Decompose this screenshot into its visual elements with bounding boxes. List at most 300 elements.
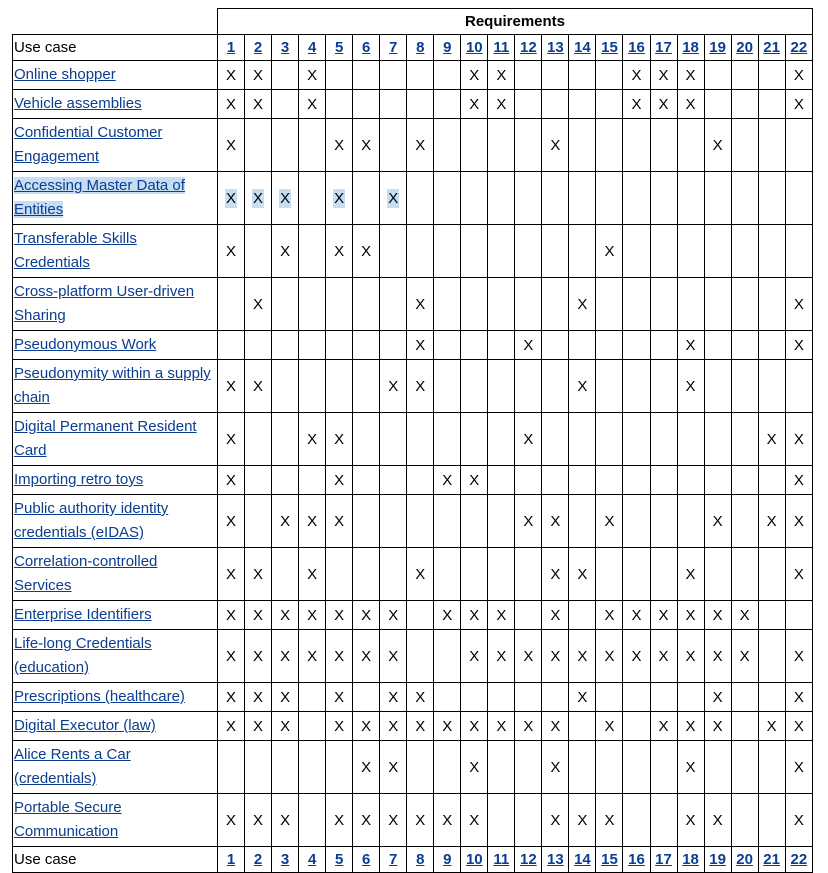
requirement-mark: X [334,688,345,706]
requirement-mark: X [523,717,534,735]
requirement-link-7[interactable]: 7 [389,39,398,56]
use-case-link[interactable]: Alice Rents a Car (credentials) [14,746,131,787]
requirement-cell-18 [677,331,704,360]
requirement-cell-22 [785,172,812,225]
requirement-mark: X [253,606,264,624]
requirement-cell-20 [731,712,758,741]
requirement-cell-7 [380,683,407,712]
requirements-table [12,8,813,873]
requirement-cell-1 [218,278,245,331]
requirement-cell-9 [434,794,461,847]
requirement-cell-10 [461,548,488,601]
requirement-mark: X [766,717,777,735]
requirement-cell-12 [515,466,542,495]
requirement-cell-7 [380,61,407,90]
requirement-cell-7 [380,794,407,847]
requirement-mark: X [226,242,237,260]
requirement-mark: X [550,512,561,530]
requirement-cell-2 [245,495,272,548]
requirement-cell-14 [569,278,596,331]
requirement-cell-1 [218,794,245,847]
requirement-cell-9 [434,90,461,119]
requirement-link-19[interactable]: 19 [709,39,726,56]
requirement-link-16[interactable]: 16 [628,851,645,868]
requirement-cell-11 [488,712,515,741]
requirement-cell-1 [218,119,245,172]
use-case-cell [13,172,218,225]
requirement-cell-7 [380,90,407,119]
requirement-mark: X [253,565,264,583]
requirement-cell-9 [434,466,461,495]
requirement-cell-13 [542,360,569,413]
requirement-link-21[interactable]: 21 [763,39,780,56]
requirement-cell-7 [380,119,407,172]
requirement-link-1[interactable]: 1 [226,39,236,56]
column-header-row [13,35,813,61]
use-case-link[interactable]: Transferable Skills Credentials [14,230,137,271]
table-row [13,61,813,90]
requirement-cell-12 [515,712,542,741]
requirement-mark: X [793,295,804,313]
requirement-cell-9 [434,278,461,331]
requirement-cell-3 [272,331,299,360]
requirement-cell-7 [380,278,407,331]
requirement-mark: X [577,295,588,313]
requirement-cell-13 [542,119,569,172]
requirement-cell-18 [677,601,704,630]
requirement-cell-1 [218,61,245,90]
requirement-mark: X [307,430,318,448]
requirement-cell-2 [245,119,272,172]
requirement-cell-16 [623,794,650,847]
requirement-cell-5 [326,630,353,683]
requirement-link-14[interactable]: 14 [574,39,591,56]
requirement-cell-10 [461,360,488,413]
requirements-title: Requirements [218,9,813,35]
requirement-mark: X [280,688,291,706]
use-case-link[interactable]: Importing retro toys [14,471,144,488]
requirement-mark: X [685,565,696,583]
requirement-cell-8 [407,278,434,331]
requirement-cell-15 [596,90,623,119]
requirement-link-22[interactable]: 22 [790,851,808,868]
requirement-mark: X [685,95,696,113]
requirement-link-11[interactable]: 11 [493,39,510,56]
requirement-cell-20 [731,548,758,601]
table-row [13,548,813,601]
requirement-mark: X [253,811,264,829]
requirement-mark: X [550,647,561,665]
requirement-header-8 [407,847,434,873]
requirement-cell-10 [461,741,488,794]
requirement-cell-17 [650,90,677,119]
requirement-cell-8 [407,331,434,360]
requirement-cell-2 [245,331,272,360]
requirement-mark: X [604,811,615,829]
requirement-cell-19 [704,466,731,495]
requirement-link-10[interactable]: 10 [465,39,483,56]
use-case-cell [13,225,218,278]
requirement-link-11[interactable]: 11 [493,851,510,868]
requirement-cell-12 [515,630,542,683]
requirement-link-3[interactable]: 3 [280,851,290,868]
requirement-cell-15 [596,413,623,466]
requirement-link-15[interactable]: 15 [601,851,618,868]
requirement-cell-5 [326,360,353,413]
requirement-link-13[interactable]: 13 [547,39,564,56]
table-row [13,172,813,225]
requirement-link-8[interactable]: 8 [416,851,425,868]
requirement-cell-12 [515,548,542,601]
requirement-cell-20 [731,331,758,360]
requirement-mark: X [253,688,264,706]
requirement-cell-13 [542,61,569,90]
requirement-link-18[interactable]: 18 [682,39,699,56]
requirement-mark: X [577,565,588,583]
requirement-cell-19 [704,90,731,119]
requirement-cell-13 [542,601,569,630]
requirement-mark: X [388,811,399,829]
requirement-link-20[interactable]: 20 [736,851,753,868]
requirement-cell-16 [623,360,650,413]
use-case-link[interactable]: Pseudonymous Work [14,336,157,353]
requirement-cell-1 [218,90,245,119]
requirement-cell-22 [785,712,812,741]
requirement-link-4[interactable]: 4 [307,39,317,56]
requirement-cell-10 [461,119,488,172]
requirement-cell-19 [704,794,731,847]
requirement-link-17[interactable]: 17 [655,851,672,868]
requirement-cell-5 [326,119,353,172]
requirement-cell-16 [623,278,650,331]
requirement-cell-10 [461,712,488,741]
requirement-cell-2 [245,741,272,794]
requirement-cell-3 [272,794,299,847]
requirement-mark: X [793,471,804,489]
requirement-link-14[interactable]: 14 [574,851,591,868]
requirement-cell-4 [299,360,326,413]
use-case-cell [13,683,218,712]
use-case-link[interactable]: Enterprise Identifiers [14,606,152,623]
use-case-link[interactable]: Correlation-controlled Services [14,553,158,594]
requirement-cell-21 [758,331,785,360]
requirement-mark: X [793,565,804,583]
requirement-mark: X [793,430,804,448]
use-case-link[interactable]: Online shopper [14,66,116,83]
use-case-cell [13,413,218,466]
requirement-cell-14 [569,119,596,172]
requirement-mark: X [388,688,399,706]
requirement-cell-18 [677,794,704,847]
requirement-cell-16 [623,741,650,794]
requirement-mark: X [388,606,399,624]
requirement-link-2[interactable]: 2 [253,851,263,868]
requirement-cell-1 [218,413,245,466]
requirement-cell-21 [758,172,785,225]
requirement-link-5[interactable]: 5 [334,39,344,56]
table-row [13,331,813,360]
requirement-cell-16 [623,466,650,495]
requirement-cell-22 [785,119,812,172]
requirement-mark: X [415,565,426,583]
requirement-cell-11 [488,548,515,601]
requirement-mark: X [577,647,588,665]
requirement-cell-19 [704,61,731,90]
requirement-cell-1 [218,172,245,225]
requirement-cell-15 [596,331,623,360]
use-case-link[interactable]: Portable Secure Communication [14,799,122,840]
requirement-cell-15 [596,741,623,794]
requirement-cell-18 [677,466,704,495]
requirement-header-9 [434,35,461,61]
requirement-cell-1 [218,630,245,683]
requirement-cell-5 [326,683,353,712]
requirement-mark: X [793,717,804,735]
requirement-mark: X [415,136,426,154]
requirement-mark: X [793,758,804,776]
requirement-cell-11 [488,119,515,172]
requirement-cell-14 [569,61,596,90]
requirement-cell-17 [650,61,677,90]
use-case-link[interactable]: Prescriptions (healthcare) [14,688,185,705]
use-case-cell [13,712,218,741]
use-case-link[interactable]: Digital Permanent Resident Card [14,418,197,459]
requirement-cell-21 [758,413,785,466]
requirement-mark: X [361,136,372,154]
requirement-mark: X [253,295,264,313]
requirement-link-1[interactable]: 1 [226,851,236,868]
requirement-cell-7 [380,741,407,794]
requirement-cell-18 [677,360,704,413]
requirement-cell-8 [407,683,434,712]
requirement-cell-12 [515,172,542,225]
requirement-mark: X [361,717,372,735]
requirement-mark: X [685,811,696,829]
requirement-link-20[interactable]: 20 [736,39,753,56]
requirement-mark: X [226,377,237,395]
requirement-cell-5 [326,331,353,360]
requirement-cell-20 [731,61,758,90]
requirement-mark: X [712,717,723,735]
requirement-cell-16 [623,413,650,466]
requirement-cell-12 [515,90,542,119]
requirement-cell-8 [407,548,434,601]
requirement-cell-14 [569,794,596,847]
requirement-mark: X [226,811,237,829]
requirement-cell-17 [650,331,677,360]
requirement-cell-8 [407,466,434,495]
use-case-link[interactable]: Confidential Customer Engagement [14,124,163,165]
requirement-link-3[interactable]: 3 [280,39,290,56]
requirement-link-4[interactable]: 4 [307,851,317,868]
requirement-cell-3 [272,172,299,225]
requirement-cell-20 [731,466,758,495]
requirement-mark: X [712,647,723,665]
requirement-link-21[interactable]: 21 [763,851,780,868]
requirement-link-16[interactable]: 16 [628,39,645,56]
requirement-mark: X [334,606,345,624]
requirement-cell-19 [704,278,731,331]
requirement-link-17[interactable]: 17 [655,39,672,56]
requirement-cell-9 [434,741,461,794]
requirement-cell-6 [353,413,380,466]
requirement-mark: X [712,136,723,154]
requirement-mark: X [334,242,345,260]
requirement-cell-9 [434,172,461,225]
requirement-cell-20 [731,90,758,119]
requirement-cell-7 [380,331,407,360]
requirement-header-13 [542,847,569,873]
requirement-cell-21 [758,225,785,278]
requirement-link-7[interactable]: 7 [389,851,398,868]
requirement-mark: X [280,647,291,665]
use-case-link[interactable]: Pseudonymity within a supply chain [14,365,211,406]
requirement-cell-1 [218,548,245,601]
requirement-cell-1 [218,683,245,712]
requirement-cell-10 [461,61,488,90]
requirement-mark: X [793,811,804,829]
requirement-cell-21 [758,601,785,630]
requirement-cell-7 [380,413,407,466]
requirement-cell-3 [272,495,299,548]
requirement-mark: X [334,647,345,665]
requirement-mark: X [685,377,696,395]
requirement-cell-6 [353,119,380,172]
requirement-mark: X [280,606,291,624]
requirement-cell-20 [731,225,758,278]
requirement-cell-5 [326,548,353,601]
requirement-header-10 [461,847,488,873]
requirement-link-18[interactable]: 18 [682,851,699,868]
requirement-cell-15 [596,794,623,847]
requirement-cell-19 [704,172,731,225]
requirement-cell-8 [407,225,434,278]
requirement-link-8[interactable]: 8 [416,39,425,56]
requirement-cell-13 [542,413,569,466]
requirement-mark: X [469,471,480,489]
requirement-cell-13 [542,495,569,548]
use-case-link[interactable]: Cross-platform User-driven Sharing [14,283,195,324]
requirement-cell-16 [623,683,650,712]
requirement-cell-17 [650,413,677,466]
requirement-link-12[interactable]: 12 [520,851,537,868]
requirement-mark: X [766,430,777,448]
requirement-cell-20 [731,683,758,712]
requirement-cell-4 [299,683,326,712]
requirement-header-16 [623,847,650,873]
use-case-link[interactable]: Digital Executor (law) [14,717,156,734]
requirement-cell-5 [326,61,353,90]
requirement-cell-22 [785,794,812,847]
requirement-mark: X [577,377,588,395]
requirement-cell-11 [488,466,515,495]
use-case-link[interactable]: Life-long Credentials (education) [14,635,152,676]
use-case-cell [13,119,218,172]
requirement-mark: X [577,688,588,706]
use-case-link[interactable]: Public authority identity credentials (eIDAS) [14,500,169,541]
requirement-cell-6 [353,331,380,360]
requirement-header-11 [488,847,515,873]
requirement-cell-16 [623,712,650,741]
requirement-link-2[interactable]: 2 [253,39,263,56]
use-case-cell [13,331,218,360]
requirement-cell-18 [677,413,704,466]
requirement-cell-11 [488,225,515,278]
requirement-cell-16 [623,172,650,225]
requirement-cell-20 [731,413,758,466]
requirement-link-9[interactable]: 9 [443,851,452,868]
requirement-mark: X [307,606,318,624]
requirement-mark: X [604,647,615,665]
requirement-cell-6 [353,172,380,225]
requirement-mark: X [469,66,480,84]
requirement-mark: X [280,242,291,260]
requirement-cell-4 [299,61,326,90]
requirement-cell-20 [731,741,758,794]
requirement-link-6[interactable]: 6 [362,851,371,868]
requirement-cell-19 [704,360,731,413]
requirement-cell-14 [569,495,596,548]
requirement-cell-12 [515,683,542,712]
requirement-header-5 [326,847,353,873]
use-case-cell [13,360,218,413]
requirement-cell-2 [245,61,272,90]
requirement-cell-3 [272,119,299,172]
table-row [13,495,813,548]
requirement-link-5[interactable]: 5 [334,851,344,868]
requirement-mark: X [334,136,345,154]
requirement-link-9[interactable]: 9 [443,39,452,56]
use-case-column-header: Use case [13,847,218,873]
requirement-mark: X [361,758,372,776]
requirement-link-12[interactable]: 12 [520,39,537,56]
requirement-cell-16 [623,601,650,630]
requirement-cell-2 [245,466,272,495]
requirement-cell-20 [731,360,758,413]
requirement-cell-19 [704,413,731,466]
requirement-cell-18 [677,119,704,172]
requirement-mark: X [550,758,561,776]
requirement-link-13[interactable]: 13 [547,851,564,868]
requirement-mark: X [685,606,696,624]
requirement-cell-12 [515,225,542,278]
requirement-cell-3 [272,741,299,794]
requirement-link-15[interactable]: 15 [601,39,618,56]
table-row [13,90,813,119]
requirement-cell-21 [758,794,785,847]
requirement-header-20 [731,35,758,61]
use-case-link[interactable]: Accessing Master Data of Entities [14,177,185,218]
requirement-link-10[interactable]: 10 [465,851,483,868]
requirement-cell-15 [596,278,623,331]
requirement-mark: X [685,717,696,735]
requirement-cell-15 [596,172,623,225]
requirement-cell-2 [245,794,272,847]
requirement-cell-19 [704,119,731,172]
table-row [13,413,813,466]
requirement-cell-8 [407,495,434,548]
requirement-link-19[interactable]: 19 [709,851,726,868]
requirement-mark: X [307,565,318,583]
requirement-cell-9 [434,601,461,630]
requirement-cell-15 [596,119,623,172]
requirement-link-22[interactable]: 22 [790,39,808,56]
use-case-link[interactable]: Vehicle assemblies [14,95,142,112]
requirement-cell-15 [596,548,623,601]
requirement-cell-20 [731,119,758,172]
requirement-link-6[interactable]: 6 [362,39,371,56]
requirement-cell-6 [353,683,380,712]
